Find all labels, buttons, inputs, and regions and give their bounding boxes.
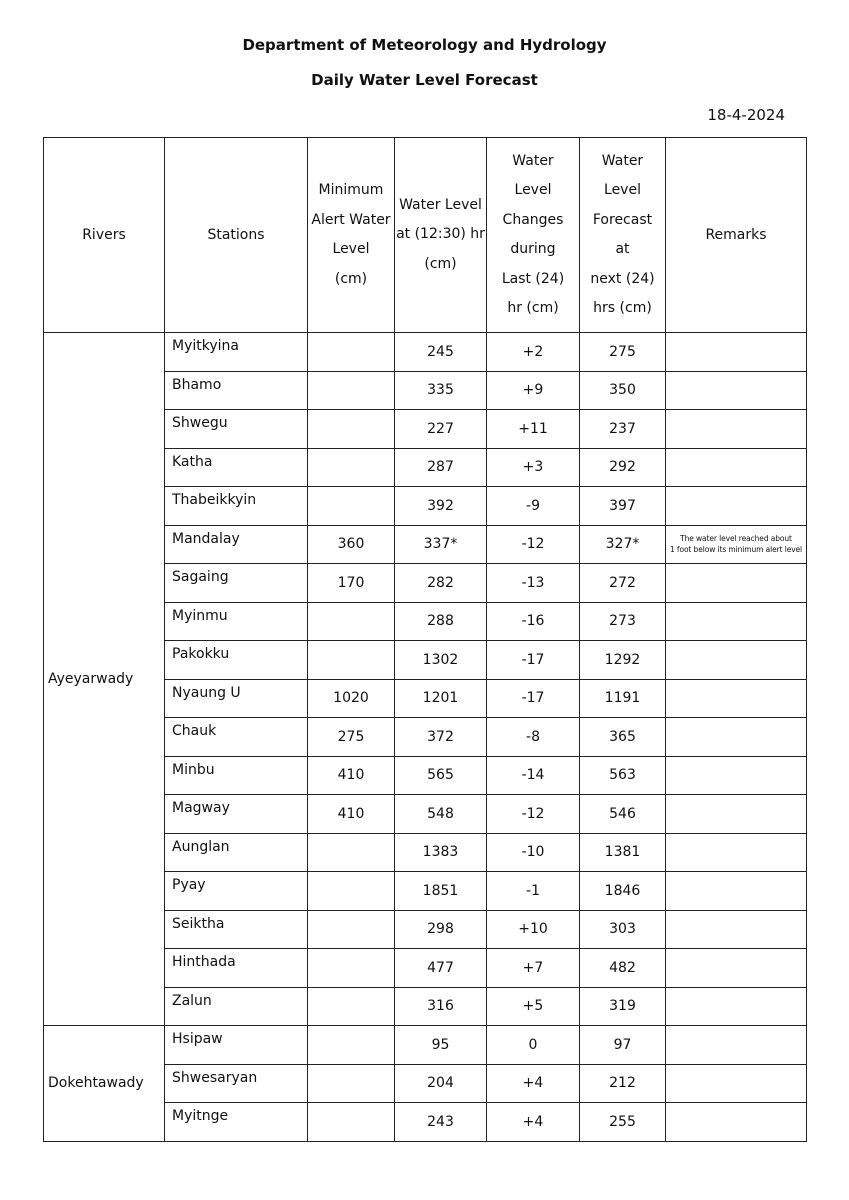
station-name: Myinmu bbox=[165, 602, 308, 641]
station-name: Seiktha bbox=[165, 910, 308, 949]
water-level-forecast: 292 bbox=[580, 448, 666, 487]
water-level-value: 282 bbox=[395, 564, 487, 603]
station-name: Nyaung U bbox=[165, 679, 308, 718]
remark bbox=[666, 833, 807, 872]
water-level-forecast: 319 bbox=[580, 987, 666, 1026]
water-level-change: +7 bbox=[487, 949, 580, 988]
water-level-value: 1851 bbox=[395, 872, 487, 911]
water-level-change: +9 bbox=[487, 371, 580, 410]
min-alert-level bbox=[308, 410, 395, 449]
water-level-forecast: 237 bbox=[580, 410, 666, 449]
water-level-value: 477 bbox=[395, 949, 487, 988]
water-level-forecast: 1292 bbox=[580, 641, 666, 680]
header-min-alert bbox=[308, 138, 395, 333]
water-level-value: 316 bbox=[395, 987, 487, 1026]
station-name: Thabeikkyin bbox=[165, 487, 308, 526]
remark bbox=[666, 718, 807, 757]
header-rivers: Rivers bbox=[44, 138, 165, 333]
station-name: Sagaing bbox=[165, 564, 308, 603]
water-level-value: 565 bbox=[395, 756, 487, 795]
water-level-forecast: 482 bbox=[580, 949, 666, 988]
river-name: Ayeyarwady bbox=[44, 333, 165, 1026]
water-level-value: 372 bbox=[395, 718, 487, 757]
station-name: Minbu bbox=[165, 756, 308, 795]
header-line: hrs (cm) bbox=[593, 300, 652, 316]
station-name: Myitkyina bbox=[165, 333, 308, 372]
header-line: Water bbox=[601, 152, 644, 169]
water-level-change: -14 bbox=[487, 756, 580, 795]
remark bbox=[666, 1103, 807, 1142]
water-level-change: 0 bbox=[487, 1026, 580, 1065]
min-alert-level bbox=[308, 371, 395, 410]
header-stations: Stations bbox=[165, 138, 308, 333]
water-level-change: -8 bbox=[487, 718, 580, 757]
water-level-value: 245 bbox=[395, 333, 487, 372]
water-level-table bbox=[43, 137, 807, 1142]
station-name: Mandalay bbox=[165, 525, 308, 564]
water-level-value: 243 bbox=[395, 1103, 487, 1142]
remark bbox=[666, 795, 807, 834]
min-alert-level: 410 bbox=[308, 795, 395, 834]
water-level-value: 1302 bbox=[395, 641, 487, 680]
min-alert-level bbox=[308, 602, 395, 641]
water-level-value: 204 bbox=[395, 1064, 487, 1103]
station-name: Myitnge bbox=[165, 1103, 308, 1142]
station-name: Pyay bbox=[165, 872, 308, 911]
department-title: Department of Meteorology and Hydrology bbox=[242, 36, 607, 54]
table-body bbox=[44, 333, 807, 1142]
remark bbox=[666, 525, 807, 564]
station-name: Bhamo bbox=[165, 371, 308, 410]
header-line: (cm) bbox=[424, 255, 457, 272]
water-level-forecast: 303 bbox=[580, 910, 666, 949]
water-level-value: 337* bbox=[395, 525, 487, 564]
remark bbox=[666, 641, 807, 680]
header-line: at bbox=[615, 241, 630, 257]
min-alert-level bbox=[308, 910, 395, 949]
station-name: Aunglan bbox=[165, 833, 308, 872]
water-level-forecast: 365 bbox=[580, 718, 666, 757]
water-level-value: 95 bbox=[395, 1026, 487, 1065]
header-forecast bbox=[580, 138, 666, 333]
water-level-forecast: 350 bbox=[580, 371, 666, 410]
water-level-change: +4 bbox=[487, 1103, 580, 1142]
water-level-change: -12 bbox=[487, 525, 580, 564]
min-alert-level bbox=[308, 1103, 395, 1142]
header-line: Water bbox=[512, 152, 554, 169]
remark-line: 1 foot below its minimum alert level bbox=[669, 545, 803, 555]
station-name: Shwesaryan bbox=[165, 1064, 308, 1103]
header-line: Level bbox=[604, 182, 641, 198]
water-level-forecast: 275 bbox=[580, 333, 666, 372]
water-level-value: 1383 bbox=[395, 833, 487, 872]
water-level-value: 227 bbox=[395, 410, 487, 449]
remark bbox=[666, 487, 807, 526]
water-level-value: 287 bbox=[395, 448, 487, 487]
water-level-change: -1 bbox=[487, 872, 580, 911]
report-date: 18-4-2024 bbox=[707, 106, 785, 124]
remark bbox=[666, 333, 807, 372]
header-line: Level bbox=[332, 241, 370, 257]
header-line: hr (cm) bbox=[507, 300, 559, 316]
min-alert-level bbox=[308, 949, 395, 988]
min-alert-level bbox=[308, 987, 395, 1026]
water-level-change: -10 bbox=[487, 833, 580, 872]
water-level-forecast: 255 bbox=[580, 1103, 666, 1142]
min-alert-level: 1020 bbox=[308, 679, 395, 718]
river-name: Dokehtawady bbox=[44, 1026, 165, 1142]
header-line: Changes bbox=[502, 211, 564, 228]
water-level-change: +2 bbox=[487, 333, 580, 372]
table-header-row bbox=[44, 138, 807, 333]
station-name: Katha bbox=[165, 448, 308, 487]
min-alert-level: 170 bbox=[308, 564, 395, 603]
water-level-value: 548 bbox=[395, 795, 487, 834]
water-level-change: -13 bbox=[487, 564, 580, 603]
water-level-change: -16 bbox=[487, 602, 580, 641]
remark bbox=[666, 872, 807, 911]
header-water-level bbox=[395, 138, 487, 333]
header-line: during bbox=[510, 241, 556, 257]
remark bbox=[666, 910, 807, 949]
station-name: Hsipaw bbox=[165, 1026, 308, 1065]
remark bbox=[666, 1064, 807, 1103]
station-name: Chauk bbox=[165, 718, 308, 757]
header-line: (cm) bbox=[334, 270, 368, 287]
water-level-forecast: 272 bbox=[580, 564, 666, 603]
remark bbox=[666, 448, 807, 487]
station-name: Pakokku bbox=[165, 641, 308, 680]
report-title: Daily Water Level Forecast bbox=[311, 71, 538, 89]
water-level-change: -17 bbox=[487, 679, 580, 718]
water-level-change: +5 bbox=[487, 987, 580, 1026]
remark bbox=[666, 564, 807, 603]
water-level-change: -9 bbox=[487, 487, 580, 526]
header-line: next (24) bbox=[590, 270, 655, 287]
station-name: Shwegu bbox=[165, 410, 308, 449]
station-name: Magway bbox=[165, 795, 308, 834]
header-change bbox=[487, 138, 580, 333]
table-row bbox=[44, 1026, 807, 1065]
water-level-change: +11 bbox=[487, 410, 580, 449]
min-alert-level bbox=[308, 487, 395, 526]
water-level-forecast: 397 bbox=[580, 487, 666, 526]
table-row bbox=[44, 333, 807, 372]
min-alert-level bbox=[308, 333, 395, 372]
water-level-forecast: 563 bbox=[580, 756, 666, 795]
min-alert-level: 410 bbox=[308, 756, 395, 795]
header-line: Last (24) bbox=[501, 270, 565, 287]
water-level-forecast: 97 bbox=[580, 1026, 666, 1065]
header-line: Alert Water bbox=[311, 211, 391, 228]
water-level-change: -17 bbox=[487, 641, 580, 680]
min-alert-level bbox=[308, 1026, 395, 1065]
remark bbox=[666, 987, 807, 1026]
water-level-change: +3 bbox=[487, 448, 580, 487]
water-level-value: 288 bbox=[395, 602, 487, 641]
min-alert-level: 275 bbox=[308, 718, 395, 757]
water-level-forecast: 273 bbox=[580, 602, 666, 641]
remark-line: The water level reached about bbox=[680, 534, 792, 544]
water-level-forecast: 327* bbox=[580, 525, 666, 564]
station-name: Zalun bbox=[165, 987, 308, 1026]
remark bbox=[666, 949, 807, 988]
water-level-forecast: 1381 bbox=[580, 833, 666, 872]
remark bbox=[666, 410, 807, 449]
remark bbox=[666, 756, 807, 795]
water-level-change: +10 bbox=[487, 910, 580, 949]
remark bbox=[666, 371, 807, 410]
water-level-change: +4 bbox=[487, 1064, 580, 1103]
water-level-value: 335 bbox=[395, 371, 487, 410]
water-level-forecast: 546 bbox=[580, 795, 666, 834]
min-alert-level bbox=[308, 833, 395, 872]
station-name: Hinthada bbox=[165, 949, 308, 988]
water-level-value: 298 bbox=[395, 910, 487, 949]
water-level-forecast: 1191 bbox=[580, 679, 666, 718]
remark bbox=[666, 1026, 807, 1065]
header-line: Forecast bbox=[592, 211, 653, 228]
water-level-forecast: 212 bbox=[580, 1064, 666, 1103]
water-level-change: -12 bbox=[487, 795, 580, 834]
water-level-forecast: 1846 bbox=[580, 872, 666, 911]
remark bbox=[666, 679, 807, 718]
header-line: Minimum bbox=[318, 182, 384, 198]
header-line: Level bbox=[514, 182, 552, 198]
min-alert-level bbox=[308, 448, 395, 487]
min-alert-level bbox=[308, 1064, 395, 1103]
header-line: Water Level bbox=[399, 196, 482, 213]
header-remarks: Remarks bbox=[666, 138, 807, 333]
remark bbox=[666, 602, 807, 641]
header-line: at (12:30) hr bbox=[396, 226, 485, 243]
min-alert-level bbox=[308, 641, 395, 680]
water-level-value: 392 bbox=[395, 487, 487, 526]
min-alert-level bbox=[308, 872, 395, 911]
min-alert-level: 360 bbox=[308, 525, 395, 564]
water-level-value: 1201 bbox=[395, 679, 487, 718]
